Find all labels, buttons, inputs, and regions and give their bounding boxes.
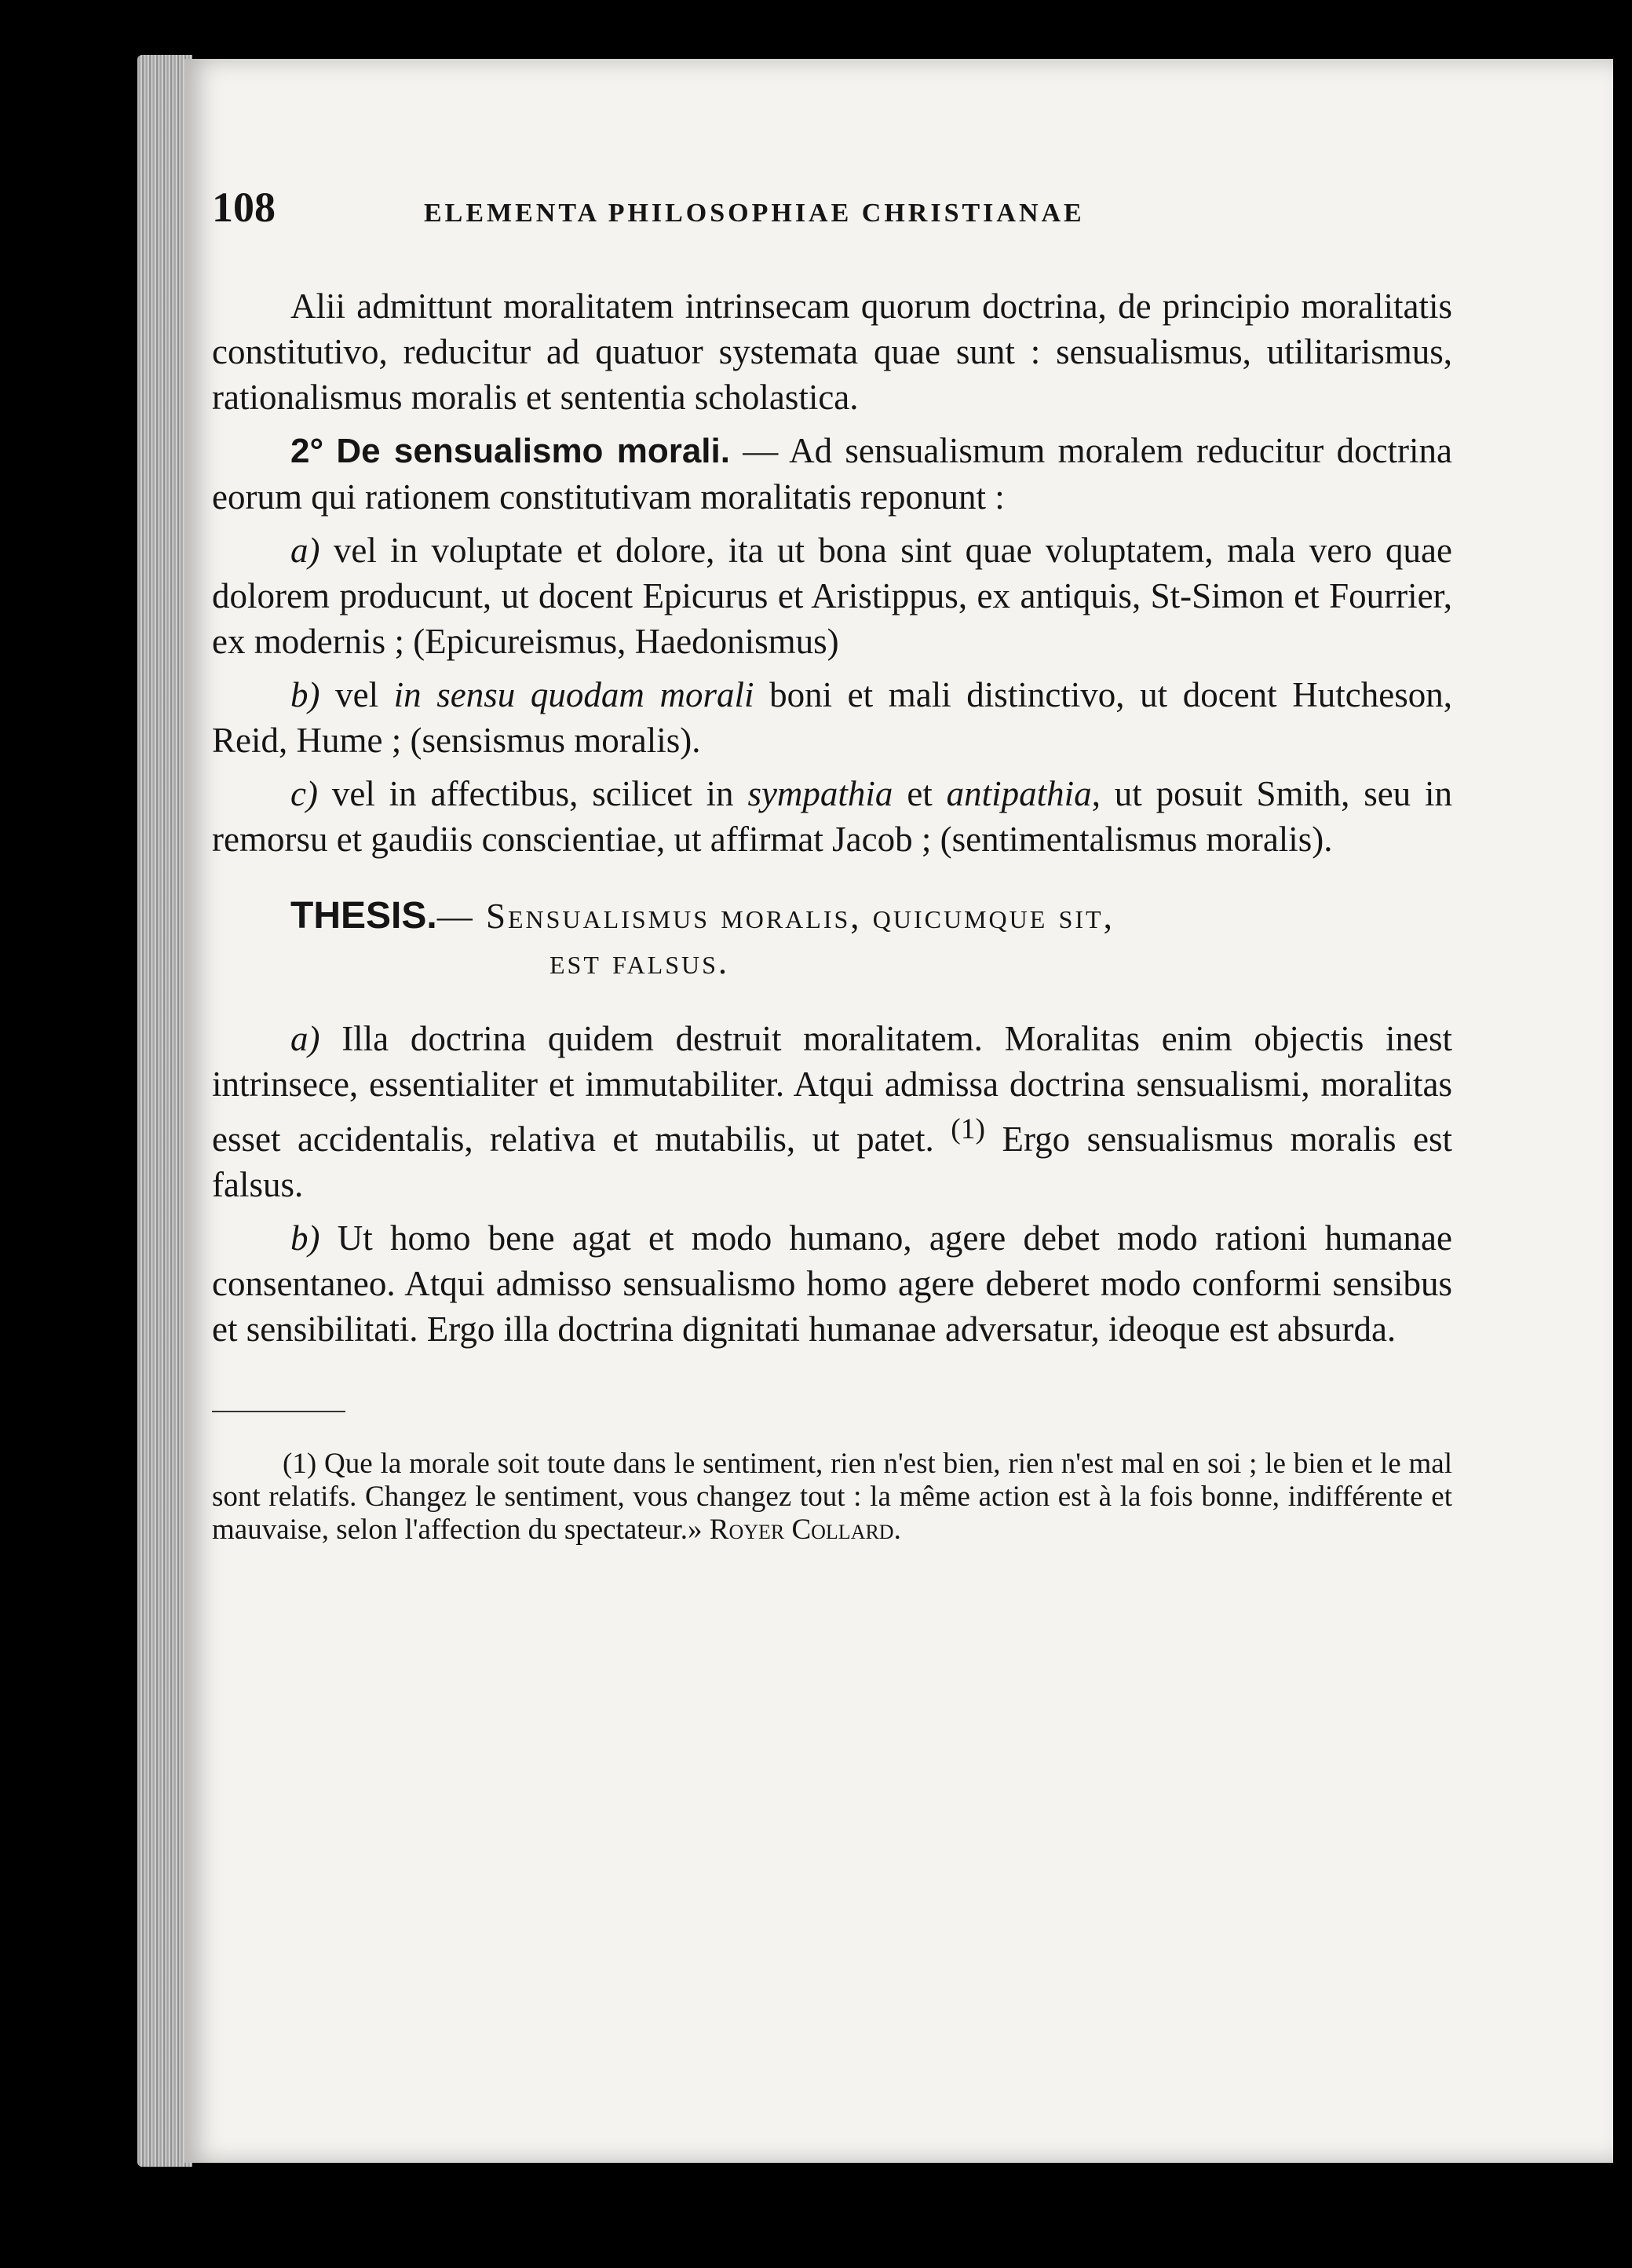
argument-a-text-2: Ergo sensualismus moralis est falsus. xyxy=(212,1119,1453,1204)
argument-b-paragraph xyxy=(212,1215,1452,1352)
item-b-paragraph xyxy=(212,672,1452,763)
item-a-label: a) xyxy=(290,531,320,570)
footnote-marker: (1) xyxy=(283,1448,317,1480)
item-c-italic-2: antipathia xyxy=(946,774,1092,813)
item-c-paragraph xyxy=(212,771,1452,862)
item-a-paragraph xyxy=(212,528,1452,664)
argument-a-label: a) xyxy=(290,1019,320,1058)
item-b-text-2: boni et mali distinctivo, ut docent Hutcheson, Reid, Hume ; (sensismus moralis). xyxy=(212,675,1452,760)
thesis-line-1 xyxy=(290,893,1452,939)
intro-text: Alii admittunt moralitatem intrinsecam quorum doctrina, de principio moralitatis constitutivo, reducitur ad quatuor systemata quae sunt : sensualismus, utilitarismus, rationalismus moralis et sententia scholastica. xyxy=(212,287,1452,417)
section-number: 2° xyxy=(290,432,324,470)
page-content xyxy=(212,184,1452,1554)
page-number: 108 xyxy=(212,184,276,231)
argument-a-paragraph xyxy=(212,1016,1452,1207)
section-paragraph xyxy=(212,428,1452,520)
thesis-block xyxy=(212,893,1452,984)
section-text: — Ad sensualismum moralem reducitur doctrina eorum qui rationem constitutivam moralitatis reponunt : xyxy=(212,431,1453,517)
footnote-author: Royer Collard. xyxy=(709,1514,901,1546)
page-header xyxy=(212,184,1452,236)
argument-b-text: Ut homo bene agat et modo humano, agere debet modo rationi humanae consentaneo. Atqui admisso sensualismo homo agere deberet modo conformi sensibus et sensibilitati. Ergo illa doctrina dignitati humanae adversatur, ideoque est absurda. xyxy=(212,1218,1452,1349)
item-c-label: c) xyxy=(290,774,318,813)
thesis-line-2: est falsus. xyxy=(549,942,730,981)
item-c-text-1: vel in affectibus, scilicet in xyxy=(331,774,734,813)
footnote xyxy=(212,1448,1452,1547)
argument-a-text-1: Illa doctrina quidem destruit moralitatem. Moralitas enim objectis inest intrinsece, essentialiter et immutabiliter. Atqui admissa doctrina sensualismi, moralitas esset accidentalis, relativa et mutabilis, ut patet. xyxy=(212,1019,1452,1159)
running-title: ELEMENTA PHILOSOPHIAE CHRISTIANAE xyxy=(424,199,1085,228)
section-title: De sensualismo morali. xyxy=(336,432,730,470)
item-b-text-1: vel xyxy=(335,675,379,714)
item-b-italic: in sensu quodam morali xyxy=(393,675,754,714)
thesis-text: — Sensualismus moralis, quicumque sit, xyxy=(436,897,1115,936)
footnote-text: Que la morale soit toute dans le sentiment, rien n'est bien, rien n'est mal en soi ; le bien et le mal sont relatifs. Changez le sentiment, vous changez tout : la même action est à la fois bonne, indifférente et mauvaise, selon l'affection du spectateur.» xyxy=(212,1448,1453,1546)
footnote-divider xyxy=(212,1411,345,1412)
intro-paragraph xyxy=(212,283,1452,420)
item-a-text: vel in voluptate et dolore, ita ut bona sint quae voluptatem, mala vero quae dolorem producunt, ut docent Epicurus et Aristippus, ex antiquis, St-Simon et Fourrier, ex modernis ; (Epicureismus, Haedonismus) xyxy=(212,531,1452,661)
item-c-text-2: et xyxy=(907,774,933,813)
item-c-text-3: , ut posuit Smith, seu in remorsu et gaudiis conscientiae, ut affirmat Jacob ; (sentimentalismus moralis). xyxy=(212,774,1453,859)
argument-b-label: b) xyxy=(290,1218,320,1258)
footnote-reference[interactable]: (1) xyxy=(951,1113,985,1145)
thesis-label: THESIS. xyxy=(290,895,437,937)
item-b-label: b) xyxy=(290,675,320,714)
item-c-italic-1: sympathia xyxy=(747,774,893,813)
